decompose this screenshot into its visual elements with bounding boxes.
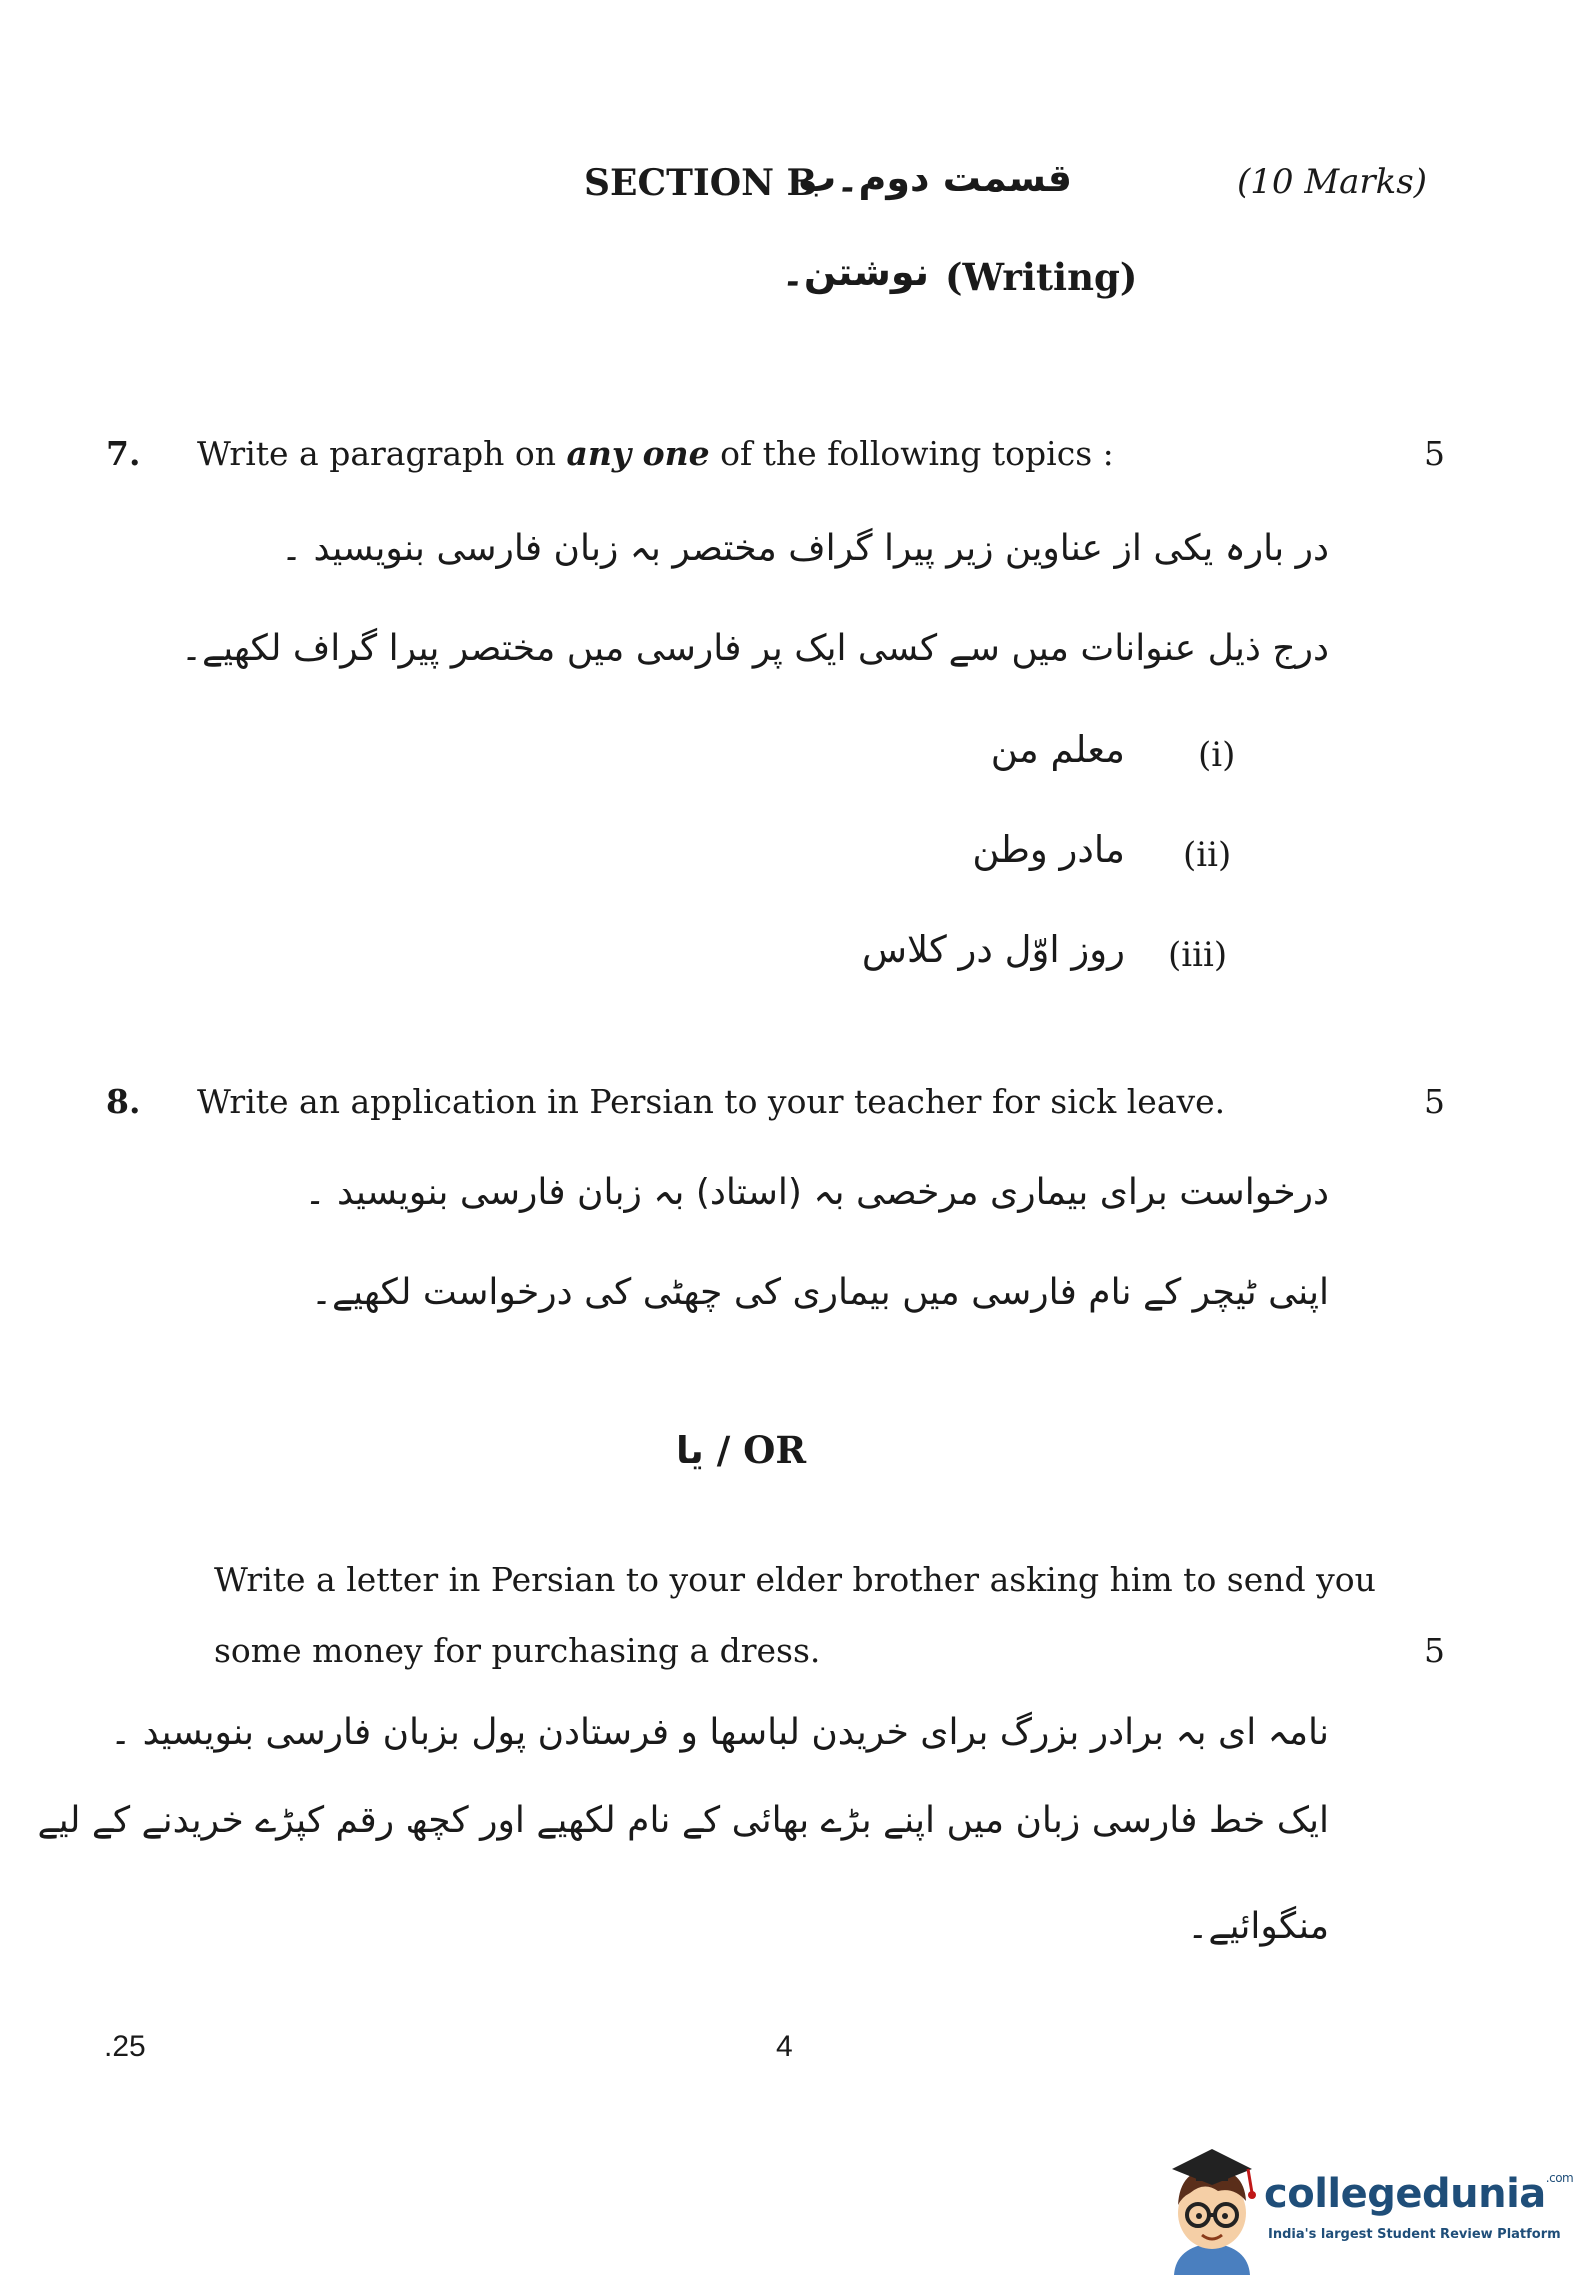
- brand-dotcom: .com: [1545, 2171, 1573, 2185]
- option-number-i: (i): [1198, 735, 1236, 775]
- or-separator: [676, 1428, 806, 1472]
- student-mascot-icon: [1160, 2135, 1264, 2275]
- question-7-text: [197, 434, 1114, 473]
- option-number-iii: (iii): [1168, 935, 1228, 975]
- option-number-ii: (ii): [1183, 835, 1232, 875]
- question-8-persian: درخواست برای بیماری مرخصی بہ (استاد) بہ زبان فارسی بنویسید ۔: [304, 1172, 1329, 1213]
- page-number: 4: [776, 2030, 793, 2063]
- subtitle-ur: نوشتن۔: [781, 250, 929, 294]
- question-7-text-emphasis: any one: [566, 434, 710, 473]
- subtitle-en: (Writing): [945, 255, 1138, 299]
- question-8-alt-urdu-line2: منگوائیے۔: [1187, 1906, 1329, 1947]
- or-label-en: OR: [743, 1428, 807, 1472]
- question-8-alt-line2: some money for purchasing a dress.: [214, 1631, 821, 1670]
- question-8-alt-marks: 5: [1424, 1631, 1445, 1670]
- question-7-text-post: of the following topics :: [720, 434, 1114, 473]
- or-label-ur: یا: [676, 1429, 704, 1472]
- option-text-iii: روز اوّل در کلاس: [861, 928, 1125, 971]
- section-marks: (10 Marks): [1237, 162, 1427, 202]
- question-7-urdu: درج ذیل عنوانات میں سے کسی ایک پر فارسی میں مختصر پیرا گراف لکھیے۔: [180, 628, 1329, 669]
- option-text-i: معلم من: [990, 728, 1125, 771]
- question-8-alt-persian: نامہ ای بہ برادر بزرگ برای خریدن لباسها و فرستادن پول بزبان فارسی بنویسید ۔: [110, 1712, 1329, 1753]
- question-8-text: Write an application in Persian to your teacher for sick leave.: [197, 1082, 1226, 1121]
- section-title-ur: قسمت دوم۔ب: [798, 156, 1072, 200]
- question-number-8: 8.: [106, 1082, 141, 1121]
- question-7-marks: 5: [1424, 434, 1445, 473]
- section-title-en: SECTION B: [584, 162, 817, 204]
- option-text-ii: مادر وطن: [972, 828, 1125, 871]
- collegedunia-watermark: [1160, 2135, 1573, 2275]
- brand-name-text: collegedunia: [1264, 2171, 1546, 2217]
- question-8-marks: 5: [1424, 1082, 1445, 1121]
- question-number-7: 7.: [106, 434, 141, 473]
- question-8-alt-line1: Write a letter in Persian to your elder brother asking him to send you: [214, 1560, 1376, 1599]
- question-8-alt-urdu-line1: ایک خط فارسی زبان میں اپنے بڑے بھائی کے نام لکھیے اور کچھ رقم کپڑے خریدنے کے لیے: [37, 1800, 1329, 1841]
- brand-name: [1264, 2171, 1573, 2217]
- question-8-urdu: اپنی ٹیچر کے نام فارسی میں بیماری کی چھٹی کی درخواست لکھیے۔: [310, 1272, 1329, 1313]
- brand-tagline: India's largest Student Review Platform: [1268, 2227, 1561, 2242]
- footer-code: .25: [104, 2030, 146, 2063]
- question-7-text-pre: Write a paragraph on: [197, 434, 557, 473]
- question-7-persian: در بارہ یکی از عناوین زیر پیرا گراف مختصر بہ زبان فارسی بنویسید ۔: [281, 528, 1329, 569]
- or-label-sep: /: [716, 1428, 731, 1472]
